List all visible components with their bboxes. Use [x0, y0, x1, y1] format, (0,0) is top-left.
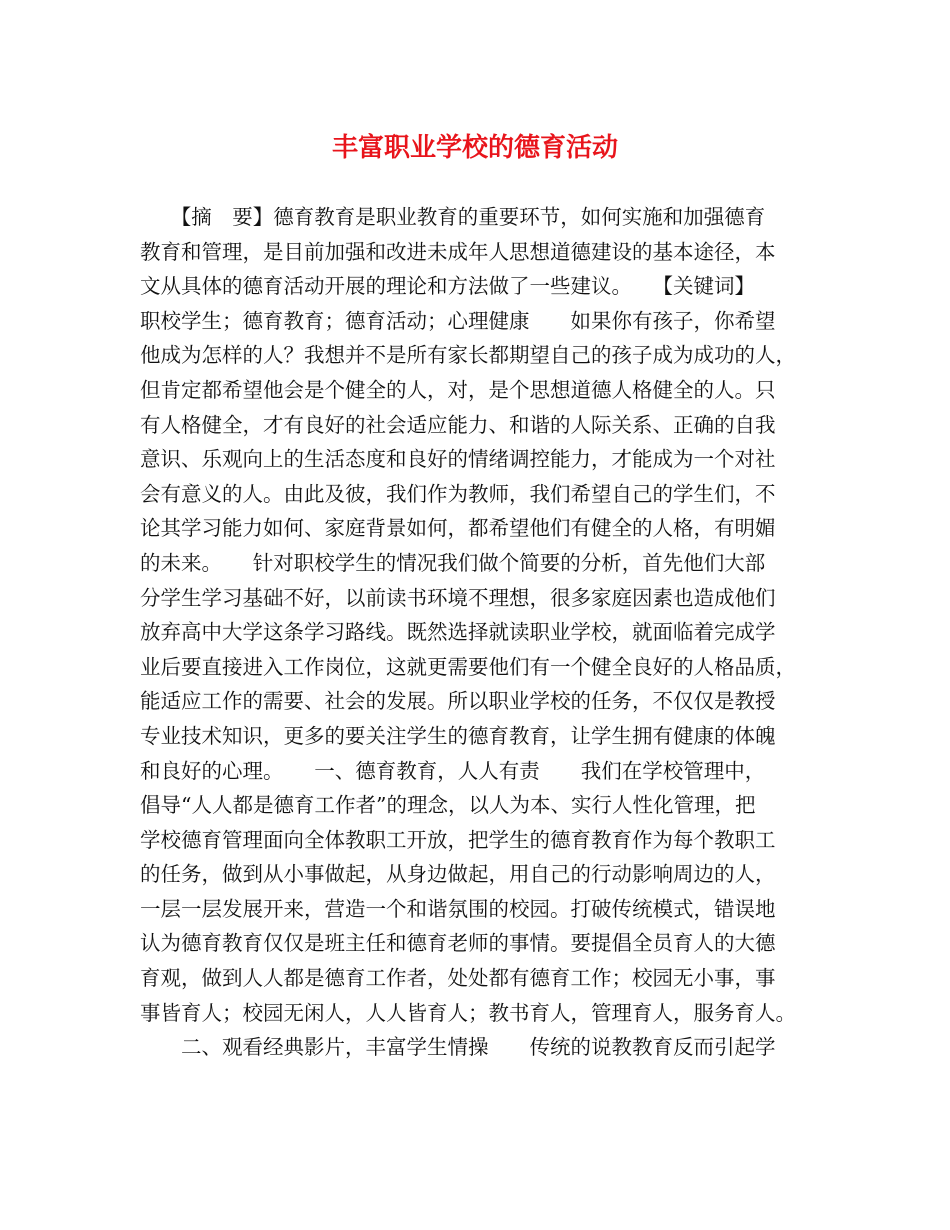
body-line: 能适应工作的需要、社会的发展。所以职业学校的任务，不仅仅是教授 — [140, 689, 776, 714]
body-line: 的未来。 针对职校学生的情况我们做个简要的分析，首先他们大部 — [140, 550, 766, 575]
body-line: 他成为怎样的人？我想并不是所有家长都期望自己的孩子成为成功的人， — [140, 343, 796, 368]
body-line: 放弃高中大学这条学习路线。既然选择就读职业学校，就面临着完成学 — [140, 620, 776, 645]
body-line: 文从具体的德育活动开展的理论和方法做了一些建议。 【关键词】 — [140, 274, 755, 299]
body-line: 认为德育教育仅仅是班主任和德育老师的事情。要提倡全员育人的大德 — [140, 931, 776, 956]
body-line: 的任务，做到从小事做起，从身边做起，用自己的行动影响周边的人， — [140, 862, 776, 887]
body-line: 事皆育人；校园无闲人，人人皆育人；教书育人，管理育人，服务育人。 — [140, 1000, 796, 1025]
body-line: 论其学习能力如何、家庭背景如何，都希望他们有健全的人格，有明媚 — [140, 516, 776, 541]
body-line: 会有意义的人。由此及彼，我们作为教师，我们希望自己的学生们，不 — [140, 481, 776, 506]
body-line: 和良好的心理。 一、德育教育，人人有责 我们在学校管理中， — [140, 758, 766, 783]
body-line: 二、观看经典影片，丰富学生情操 传统的说教教育反而引起学 — [140, 1035, 776, 1060]
body-line: 教育和管理，是目前加强和改进未成年人思想道德建设的基本途径，本 — [140, 239, 776, 264]
body-line: 职校学生；德育教育；德育活动；心理健康 如果你有孩子，你希望 — [140, 308, 776, 333]
body-line: 分学生学习基础不好，以前读书环境不理想，很多家庭因素也造成他们 — [140, 585, 776, 610]
body-line: 育观，做到人人都是德育工作者，处处都有德育工作；校园无小事，事 — [140, 966, 776, 991]
body-line: 一层一层发展开来，营造一个和谐氛围的校园。打破传统模式，错误地 — [140, 896, 776, 921]
body-line: 业后要直接进入工作岗位，这就更需要他们有一个健全良好的人格品质， — [140, 654, 796, 679]
body-line: 倡导“人人都是德育工作者”的理念，以人为本、实行人性化管理，把 — [140, 793, 756, 818]
body-line: 有人格健全，才有良好的社会适应能力、和谐的人际关系、正确的自我 — [140, 412, 776, 437]
body-line: 学校德育管理面向全体教职工开放，把学生的德育教育作为每个教职工 — [140, 827, 776, 852]
body-line: 【摘 要】德育教育是职业教育的重要环节，如何实施和加强德育 — [140, 205, 766, 229]
document-body — [140, 200, 830, 1065]
body-line: 专业技术知识，更多的要关注学生的德育教育，让学生拥有健康的体魄 — [140, 723, 776, 748]
document-title: 丰富职业学校的德育活动 — [331, 133, 618, 163]
body-line: 意识、乐观向上的生活态度和良好的情绪调控能力，才能成为一个对社 — [140, 447, 776, 472]
body-line: 但肯定都希望他会是个健全的人，对，是个思想道德人格健全的人。只 — [140, 377, 776, 402]
